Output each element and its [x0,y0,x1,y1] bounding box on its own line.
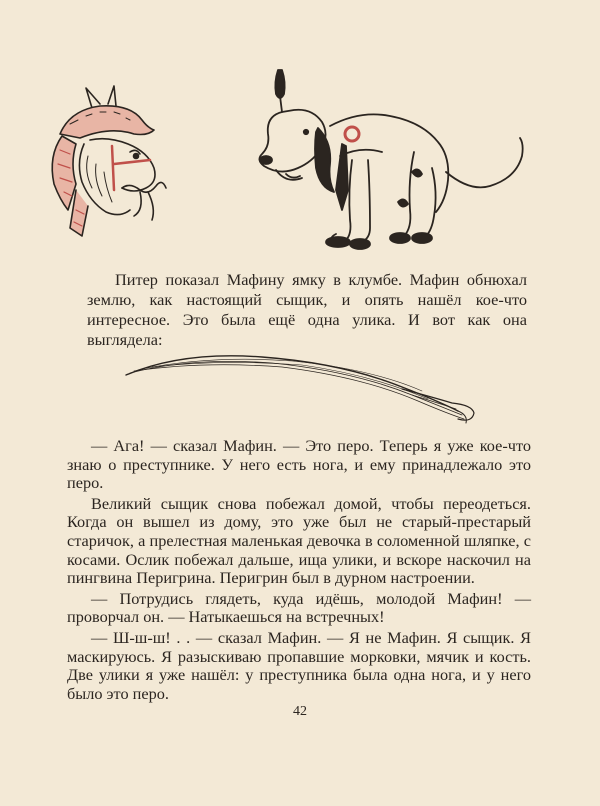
paragraph-detective: — Ш-ш-ш! . . — сказал Мафин. — Я не Мафин. Я сыщик. Я маскируюсь. Я разыскиваю пропавшие морковки, мячик и кость. Две улики я уже нашёл: у преступника была одна нога, и у него было это перо. [67,627,531,703]
intro-paragraph: Питер показал Мафину ямку в клумбе. Мафин обнюхал землю, как настоящий сыщик, и опять нашёл кое-что интересное. Это была ещё одна улика. И вот как она выглядела: [87,270,527,349]
body-text [67,437,531,703]
page-number: 42 [293,704,307,719]
paragraph-feather: — Ага! — сказал Мафин. — Это перо. Теперь я уже кое-что знаю о преступнике. У него есть нога, и ему принадлежало это перо. [67,436,531,493]
paragraph-disguise: Великий сыщик снова побежал домой, чтобы переодеться. Когда он вышел из дому, это уже был не старый-престарый старичок, а прелестная маленькая девочка в соломенной шляпке, с косами. Ослик побежал дальше, ища улики, и вскоре наскочил на пингвина Перигрина. Перигрин был в дурном настроении. [67,493,531,588]
paragraph-peregrine: — Потрудись глядеть, куда идёшь, молодой Мафин! — проворчал он. — Натыкаешься на встречных! [67,588,531,627]
feather-illustration [122,345,482,430]
top-illustration [30,60,570,265]
dog-illustration [259,70,522,249]
donkey-illustration [52,86,166,236]
